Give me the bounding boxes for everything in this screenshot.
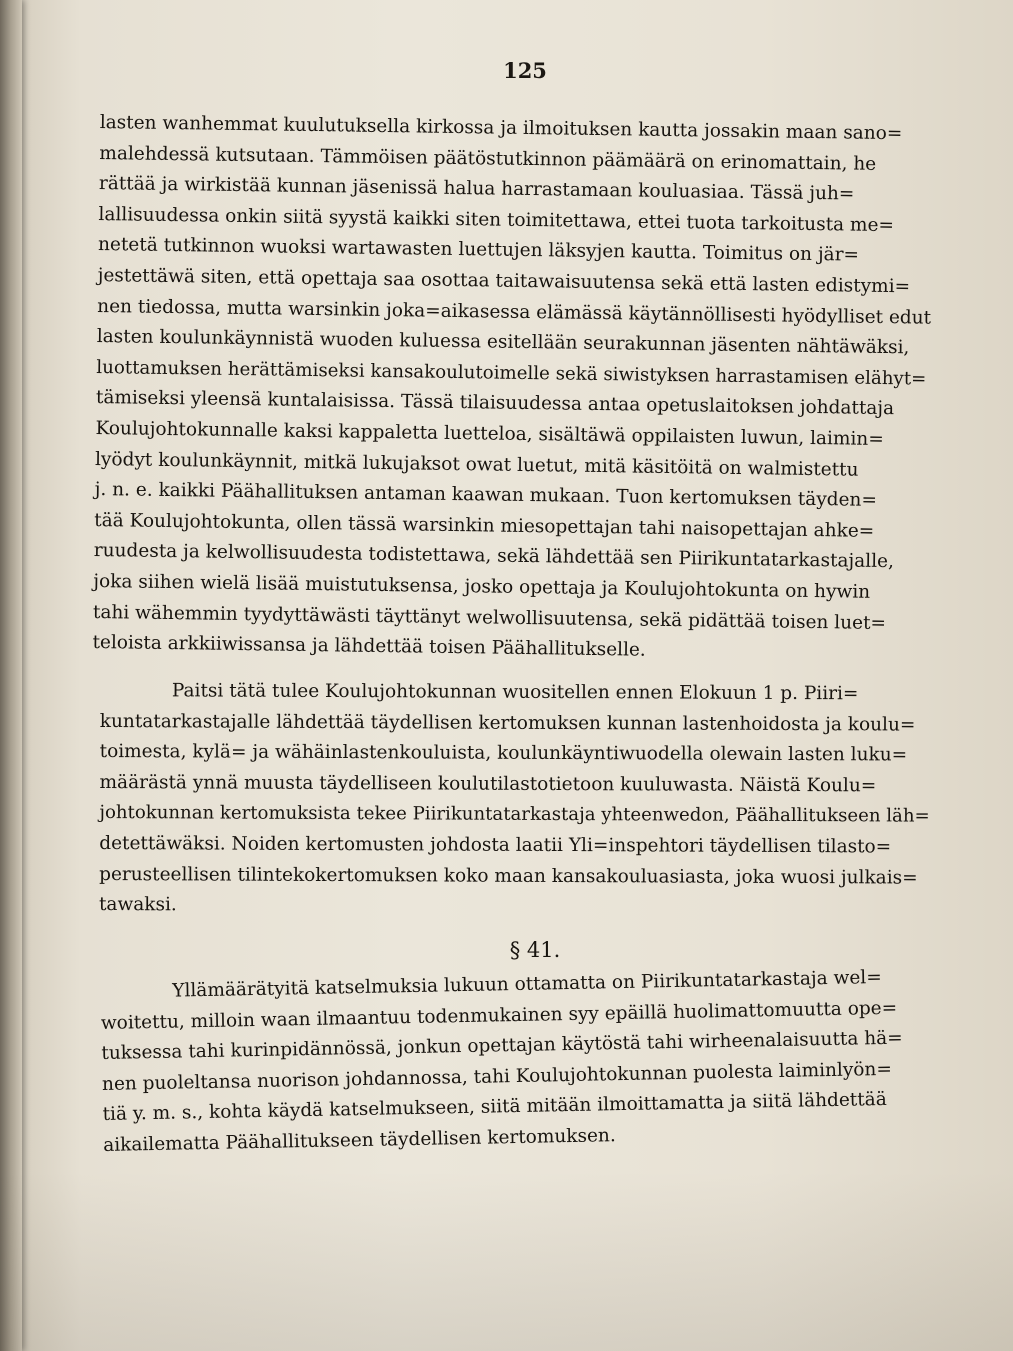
text-line: lyödyt koulunkäynnit, mitkä lukujaksot owat luetut, mitä käsitöitä on walmistettu <box>94 448 859 481</box>
text-line: tahi wähemmin tyydyttäwästi täyttänyt welwollisuutensa, sekä pidättää toisen luet= <box>92 601 887 634</box>
paragraph-1 <box>92 108 935 670</box>
text-line: nen tiedossa, mutta warsinkin joka=aikasessa elämässä käytännöllisesti hyödylliset edut <box>97 295 932 329</box>
paragraph-3 <box>100 962 938 1162</box>
text-line: teloista arkkiiwissansa ja lähdettää toisen Päähallitukselle. <box>92 632 646 661</box>
text-line: tää Koulujohtokunta, ollen tässä warsinkin miesopettajan tahi naisopettajan ahke= <box>94 509 875 542</box>
text-line: aikailematta Päähallitukseen täydellisen kertomuksen. <box>103 1125 616 1156</box>
text-line: kuntatarkastajalle lähdettää täydellisen kertomuksen kunnan lastenhoidosta ja koulu= <box>99 710 916 736</box>
text-line: lasten wanhemmat kuulutuksella kirkossa ja ilmoituksen kautta jossakin maan sano= <box>99 111 903 145</box>
paragraph-2 <box>99 676 935 924</box>
text-line: Koulujohtokunnalle kaksi kappaletta luetteloa, sisältäwä oppilaisten luwun, laimin= <box>95 417 884 450</box>
text-line: rättää ja wirkistää kunnan jäsenissä halua harrastamaan kouluasiaa. Tässä juh= <box>98 173 855 205</box>
text-line: tuksessa tahi kurinpidännössä, jonkun opettajan käytöstä tahi wirheenalaisuutta hä= <box>101 1027 903 1065</box>
text-line: ruudesta ja kelwollisuudesta todistettawa, sekä lähdettää sen Piirikuntatarkastajalle, <box>93 540 895 573</box>
text-line: lallisuudessa onkin siitä syystä kaikki siten toimitettawa, ettei tuota tarkoitusta me= <box>98 203 895 236</box>
text-line: määrästä ynnä muusta täydelliseen koulutilastotietoon kuuluwasta. Näistä Koulu= <box>99 771 877 797</box>
text-line: Yllämäärätyitä katselmuksia lukuun ottamatta on Piirikuntatarkastaja wel= <box>172 966 882 1002</box>
text-line: tämiseksi yleensä kuntalaisissa. Tässä tilaisuudessa antaa opetuslaitoksen johdattaja <box>95 387 895 420</box>
text-line: joka siihen wielä lisää muistutuksensa, josko opettaja ja Koulujohtokunta on hywin <box>93 570 871 603</box>
text-line: malehdessä kutsutaan. Tämmöisen päätöstutkinnon päämäärä on erinomattain, he <box>99 142 877 175</box>
page-shadow <box>0 1171 1013 1351</box>
text-line: woitettu, milloin waan ilmaantuu todenmukainen syy epäillä huolimattomuutta ope= <box>100 997 898 1034</box>
text-line: lasten koulunkäynnistä wuoden kuluessa esitellään seurakunnan jäsenten nähtäwäksi, <box>96 326 910 359</box>
text-line: jestettäwä siten, että opettaja saa osottaa taitawaisuutensa sekä että lasten edistymi= <box>97 264 911 298</box>
previous-page-edge <box>0 0 22 1351</box>
section-heading: § 41. <box>509 938 561 962</box>
text-line: toimesta, kylä= ja wähäinlastenkouluista, koulunkäyntiwuodella olewain lasten luku= <box>99 741 908 766</box>
text-line: luottamuksen herättämiseksi kansakoulutoimelle sekä siwistyksen harrastamisen elähyt= <box>96 356 927 390</box>
text-line: netetä tutkinnon wuoksi wartawasten luettujen läksyjen kautta. Toimitus on jär= <box>97 234 860 266</box>
text-line: tiä y. m. s., kohta käydä katselmukseen, siitä mitään ilmoittamatta ja siitä lähdettää <box>102 1089 887 1126</box>
text-line: perusteellisen tilintekokertomuksen koko maan kansakouluasiasta, joka wuosi julkais= <box>99 863 918 889</box>
text-line: j. n. e. kaikki Päähallituksen antaman kaawan mukaan. Tuon kertomuksen täyden= <box>94 479 878 512</box>
text-line: detettäwäksi. Noiden kertomusten johdosta laatii Yli=inspehtori täydellisen tilasto= <box>99 832 892 858</box>
text-line: nen puoleltansa nuorison johdannossa, tahi Koulujohtokunnan puolesta laiminlyön= <box>101 1058 893 1095</box>
text-line: johtokunnan kertomuksista tekee Piirikuntatarkastaja yhteenwedon, Päähallitukseen läh= <box>99 802 930 827</box>
page-number: 125 <box>503 58 547 83</box>
text-line: Paitsi tätä tulee Koulujohtokunnan wuositellen ennen Elokuun 1 p. Piiri= <box>171 680 859 705</box>
text-line: tawaksi. <box>98 894 177 916</box>
